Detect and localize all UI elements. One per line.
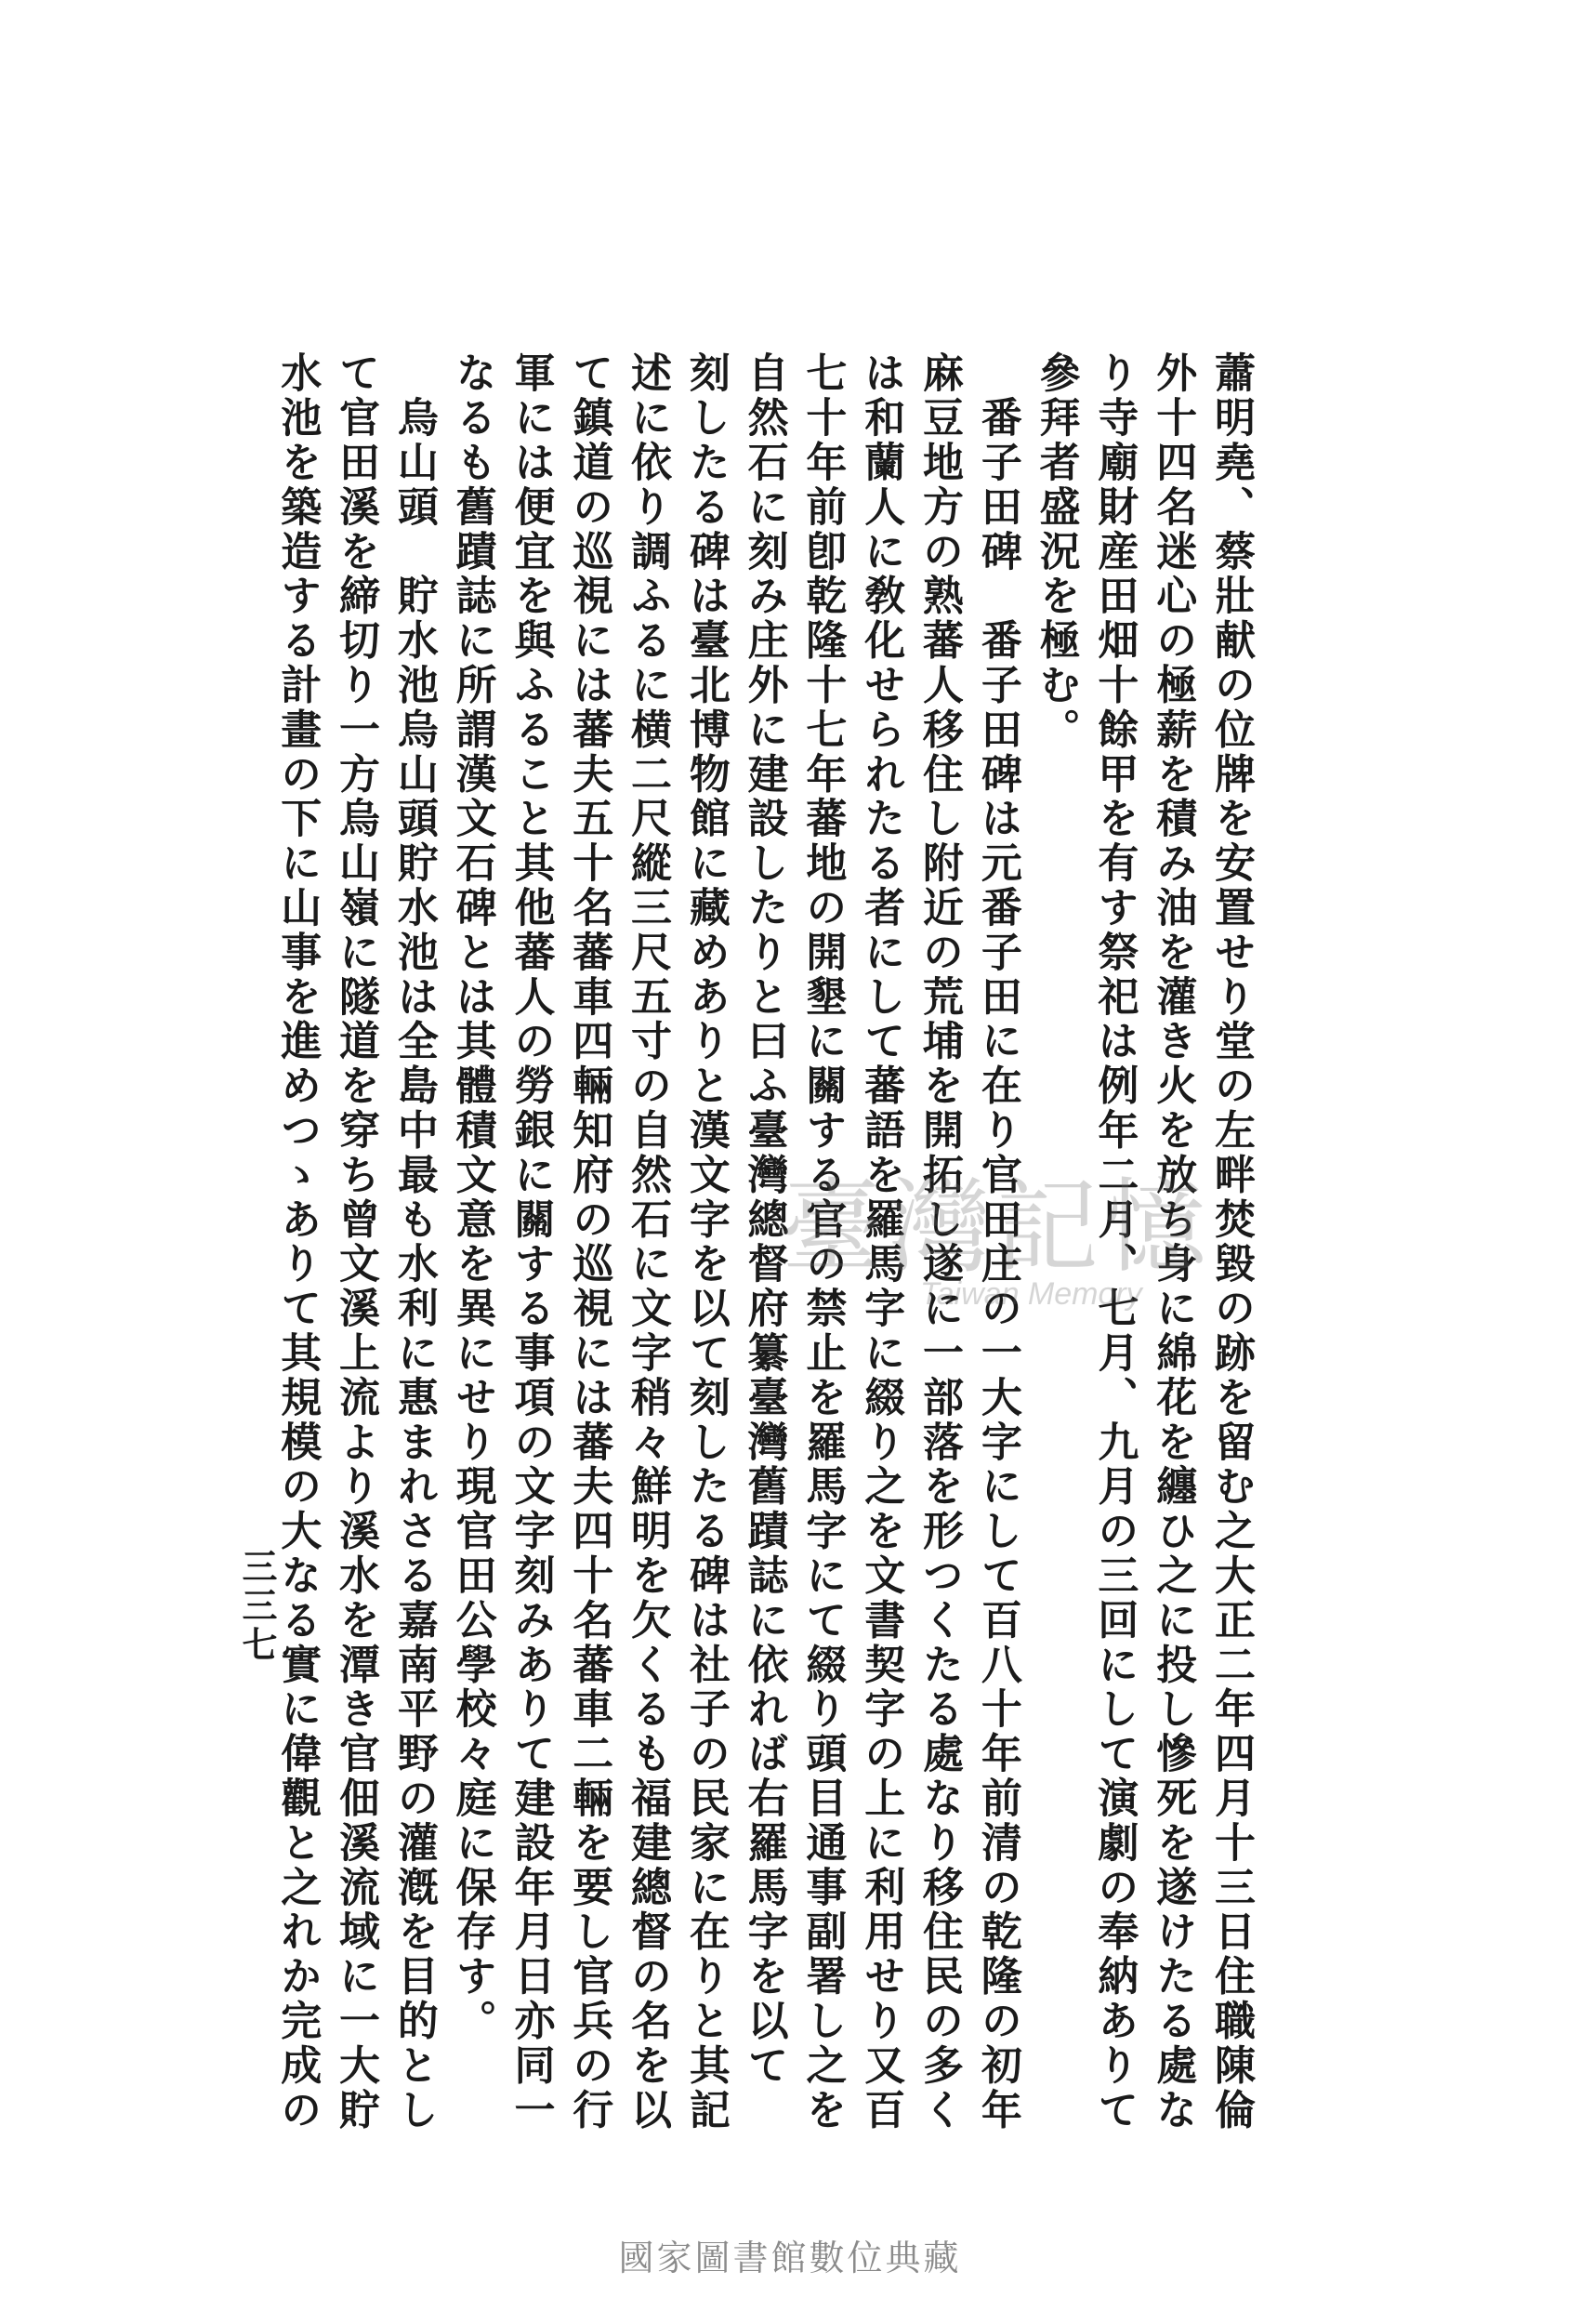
text-column: 參拜者盛況を極む。: [1032, 351, 1080, 753]
text-column: 自然石に刻み庄外に建設したりと曰ふ臺灣總督府纂臺灣舊蹟誌に依れば右羅馬字を以て: [740, 351, 788, 2089]
page-number: 三三七: [236, 1548, 278, 1665]
footer-credit: 國家圖書館數位典藏: [618, 2238, 962, 2278]
text-column: て官田溪を締切り一方烏山嶺に隧道を穿ち曾文溪上流より溪水を潭き官佃溪流域に一大貯: [332, 351, 380, 2133]
text-column: 番子田碑 番子田碑は元番子田に在り官田庄の一大字にして百八十年前清の乾隆の初年: [973, 351, 1021, 2133]
text-column: 七十年前卽乾隆十七年蕃地の開墾に關する官の禁止を羅馬字にて綴り頭目通事副署し之を: [798, 351, 847, 2133]
text-column: 蕭明堯、蔡壯献の位牌を安置せり堂の左畔焚毀の跡を留む之大正二年四月十三日住職陳倫: [1207, 351, 1255, 2133]
text-column: 烏山頭 貯水池烏山頭貯水池は全島中最も水利に惠まれさる嘉南平野の灌漑を目的とし: [389, 351, 438, 2133]
text-column: 水池を築造する計畫の下に山事を進めつゝありて其規模の大なる實に偉觀と之れか完成の: [273, 351, 322, 2133]
text-column: なるも舊蹟誌に所謂漢文石碑とは其體積文意を異にせり現官田公學校々庭に保存す。: [448, 351, 496, 2044]
text-column: 麻豆地方の熟蕃人移住し附近の荒埔を開拓し遂に一部落を形つくたる處なり移住民の多く: [915, 351, 964, 2133]
watermark-subtitle: Taiwan Memory: [920, 1276, 1142, 1312]
watermark-title: 臺灣記憶: [781, 1168, 1212, 1287]
text-column: 軍には便宜を與ふること其他蕃人の勞銀に關する事項の文字刻みありて建設年月日亦同一: [507, 351, 555, 2133]
text-column: は和蘭人に敎化せられたる者にして蕃語を羅馬字に綴り之を文書契字の上に利用せり又百: [857, 351, 905, 2133]
text-column: 刻したる碑は臺北博物館に藏めありと漢文字を以て刻したる碑は社子の民家に在りと其記: [681, 351, 730, 2133]
text-column: 述に依り調ふるに横二尺縱三尺五寸の自然石に文字稍々鮮明を欠くるも福建總督の名を以: [624, 351, 672, 2133]
text-column: 外十四名迷心の極薪を積み油を灌き火を放ち身に綿花を纏ひ之に投し慘死を遂けたる處な: [1149, 351, 1197, 2133]
text-column: り寺廟財産田畑十餘甲を有す祭祀は例年二月、七月、九月の三回にして演劇の奉納ありて: [1090, 351, 1139, 2133]
text-column: て鎮道の巡視には蕃夫五十名蕃車四輛知府の巡視には蕃夫四十名蕃車二輛を要し官兵の行: [565, 351, 613, 2133]
vertical-text-body: [273, 351, 1259, 2133]
